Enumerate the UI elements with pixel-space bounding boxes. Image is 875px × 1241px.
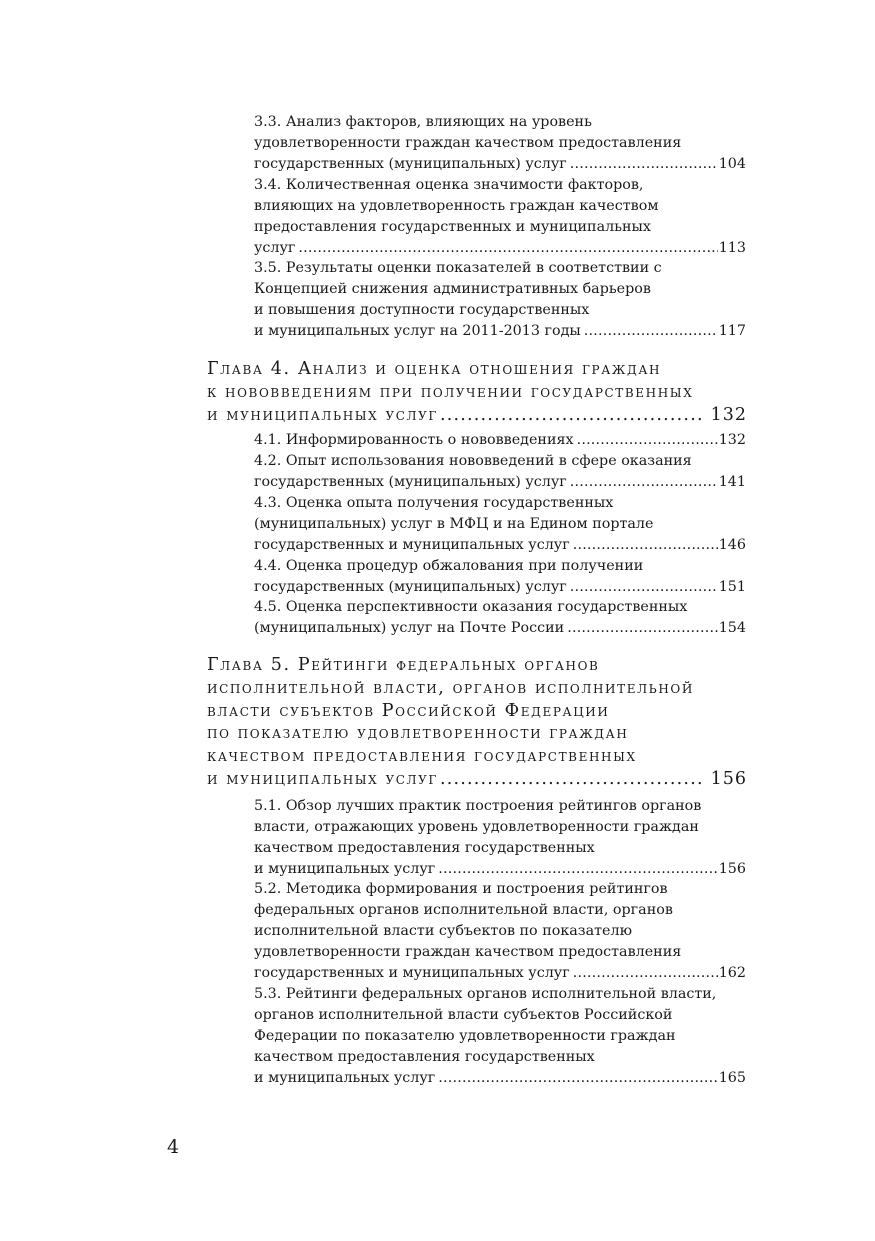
toc-line: 4.5. Оценка перспективности оказания государственных (254, 599, 688, 615)
toc-page-number: 156 (718, 860, 746, 877)
chapter-title-line: исполнительной власти, органов исполнительной (207, 677, 694, 698)
toc-line: 4.2. Опыт использования нововведений в сфере оказания (254, 453, 692, 469)
toc-line: государственных и муниципальных услуг (254, 536, 570, 553)
dot-leader (435, 1068, 717, 1089)
toc-entry-5-3 (254, 984, 746, 1089)
toc-page-number: 141 (718, 473, 746, 490)
toc-line: государственных (муниципальных) услуг (254, 155, 567, 172)
toc-entry-4-3 (254, 493, 746, 556)
toc-line: удовлетворенности граждан качеством предоставления (254, 943, 682, 960)
toc-line: Концепцией снижения административных барьеров (254, 280, 651, 297)
toc-entry-4-2 (254, 451, 746, 493)
dot-leader (435, 859, 717, 880)
toc-chapter-5 (207, 654, 747, 791)
toc-line: 4.4. Оценка процедур обжалования при получении (254, 558, 644, 574)
chapter-title-line: Глава 4. Анализ и оценка отношения граждан (207, 359, 662, 379)
toc-entry-4-1 (254, 430, 746, 451)
dot-leader (438, 768, 703, 791)
chapter-title-line: и муниципальных услуг (207, 768, 438, 789)
chapter-title-line: власти субъектов Российской Федерации (207, 700, 610, 721)
dot-leader (567, 154, 718, 175)
toc-line: и муниципальных услуг (254, 1069, 436, 1086)
toc-line: удовлетворенности граждан качеством предоставления (254, 134, 682, 151)
chapter-title-line: качеством предоставления государственных (207, 746, 637, 767)
toc-entry-4-5 (254, 597, 746, 639)
toc-page-number: 162 (718, 964, 746, 981)
toc-page-number: 146 (718, 536, 746, 553)
dot-leader (567, 472, 718, 493)
toc-line: 5.3. Рейтинги федеральных органов исполнительной власти, (254, 986, 717, 1002)
toc-entry-5-2 (254, 879, 746, 984)
toc-page-number: 165 (718, 1069, 746, 1086)
toc-page-number: 156 (710, 768, 747, 789)
chapter-title-line: по показателю удовлетворенности граждан (207, 723, 629, 744)
toc-line: органов исполнительной власти субъектов Российской (254, 1006, 673, 1023)
dot-leader (581, 321, 718, 342)
toc-entry-3-4 (254, 175, 746, 259)
toc-line: 5.2. Методика формирования и построения рейтингов (254, 881, 668, 897)
toc-line: 4.1. Информированность о нововведениях (254, 432, 574, 448)
toc-line: исполнительной власти субъектов по показателю (254, 922, 633, 939)
toc-line: и муниципальных услуг (254, 860, 436, 877)
chapter-title-line: к нововведениям при получении государственных (207, 381, 694, 402)
toc-line: 5.1. Обзор лучших практик построения рейтингов органов (254, 798, 702, 814)
toc-line: и муниципальных услуг на 2011-2013 годы (254, 322, 581, 339)
toc-entry-4-4 (254, 556, 746, 598)
toc-line: государственных (муниципальных) услуг (254, 473, 567, 490)
toc-entry-3-3 (254, 112, 746, 175)
toc-line: (муниципальных) услуг на Почте России (254, 619, 565, 636)
dot-leader (564, 618, 718, 639)
toc-page-number: 154 (718, 619, 746, 636)
toc-entry-3-5 (254, 258, 746, 342)
toc-line: 3.3. Анализ факторов, влияющих на уровень (254, 114, 592, 130)
toc-entry-5-1 (254, 796, 746, 880)
toc-page-number: 132 (710, 404, 747, 425)
dot-leader (574, 430, 718, 451)
toc-line: 3.4. Количественная оценка значимости факторов, (254, 177, 644, 193)
toc-line: власти, отражающих уровень удовлетворенности граждан (254, 818, 699, 835)
chapter-title-line: Глава 5. Рейтинги федеральных органов (207, 655, 600, 675)
toc-line: государственных и муниципальных услуг (254, 964, 570, 981)
toc-line: предоставления государственных и муниципальных (254, 218, 651, 235)
dot-leader (295, 238, 717, 259)
chapter-title-line: и муниципальных услуг (207, 404, 438, 425)
toc-line: услуг (254, 239, 296, 256)
toc-line: Федерации по показателю удовлетворенности граждан (254, 1027, 676, 1044)
toc-line: федеральных органов исполнительной власти, органов (254, 901, 673, 918)
dot-leader (567, 577, 718, 598)
toc-page-number: 117 (718, 322, 746, 339)
toc-line: качеством предоставления государственных (254, 1048, 595, 1065)
toc-line: и повышения доступности государственных (254, 301, 590, 318)
page-number: 4 (167, 1136, 180, 1158)
toc-page-number: 113 (718, 239, 746, 256)
toc-chapter-4 (207, 358, 747, 426)
toc-line: качеством предоставления государственных (254, 839, 595, 856)
toc-line: 3.5. Результаты оценки показателей в соответствии с (254, 260, 662, 276)
toc-page-number: 151 (718, 578, 746, 595)
toc-line: (муниципальных) услуг в МФЦ и на Едином портале (254, 515, 654, 532)
dot-leader (570, 535, 718, 556)
dot-leader (438, 404, 703, 427)
toc-page-number: 104 (718, 155, 746, 172)
dot-leader (570, 963, 718, 984)
toc-line: влияющих на удовлетворенность граждан качеством (254, 197, 659, 214)
toc-line: 4.3. Оценка опыта получения государственных (254, 495, 614, 511)
toc-line: государственных (муниципальных) услуг (254, 578, 567, 595)
toc-page-number: 132 (718, 432, 746, 448)
